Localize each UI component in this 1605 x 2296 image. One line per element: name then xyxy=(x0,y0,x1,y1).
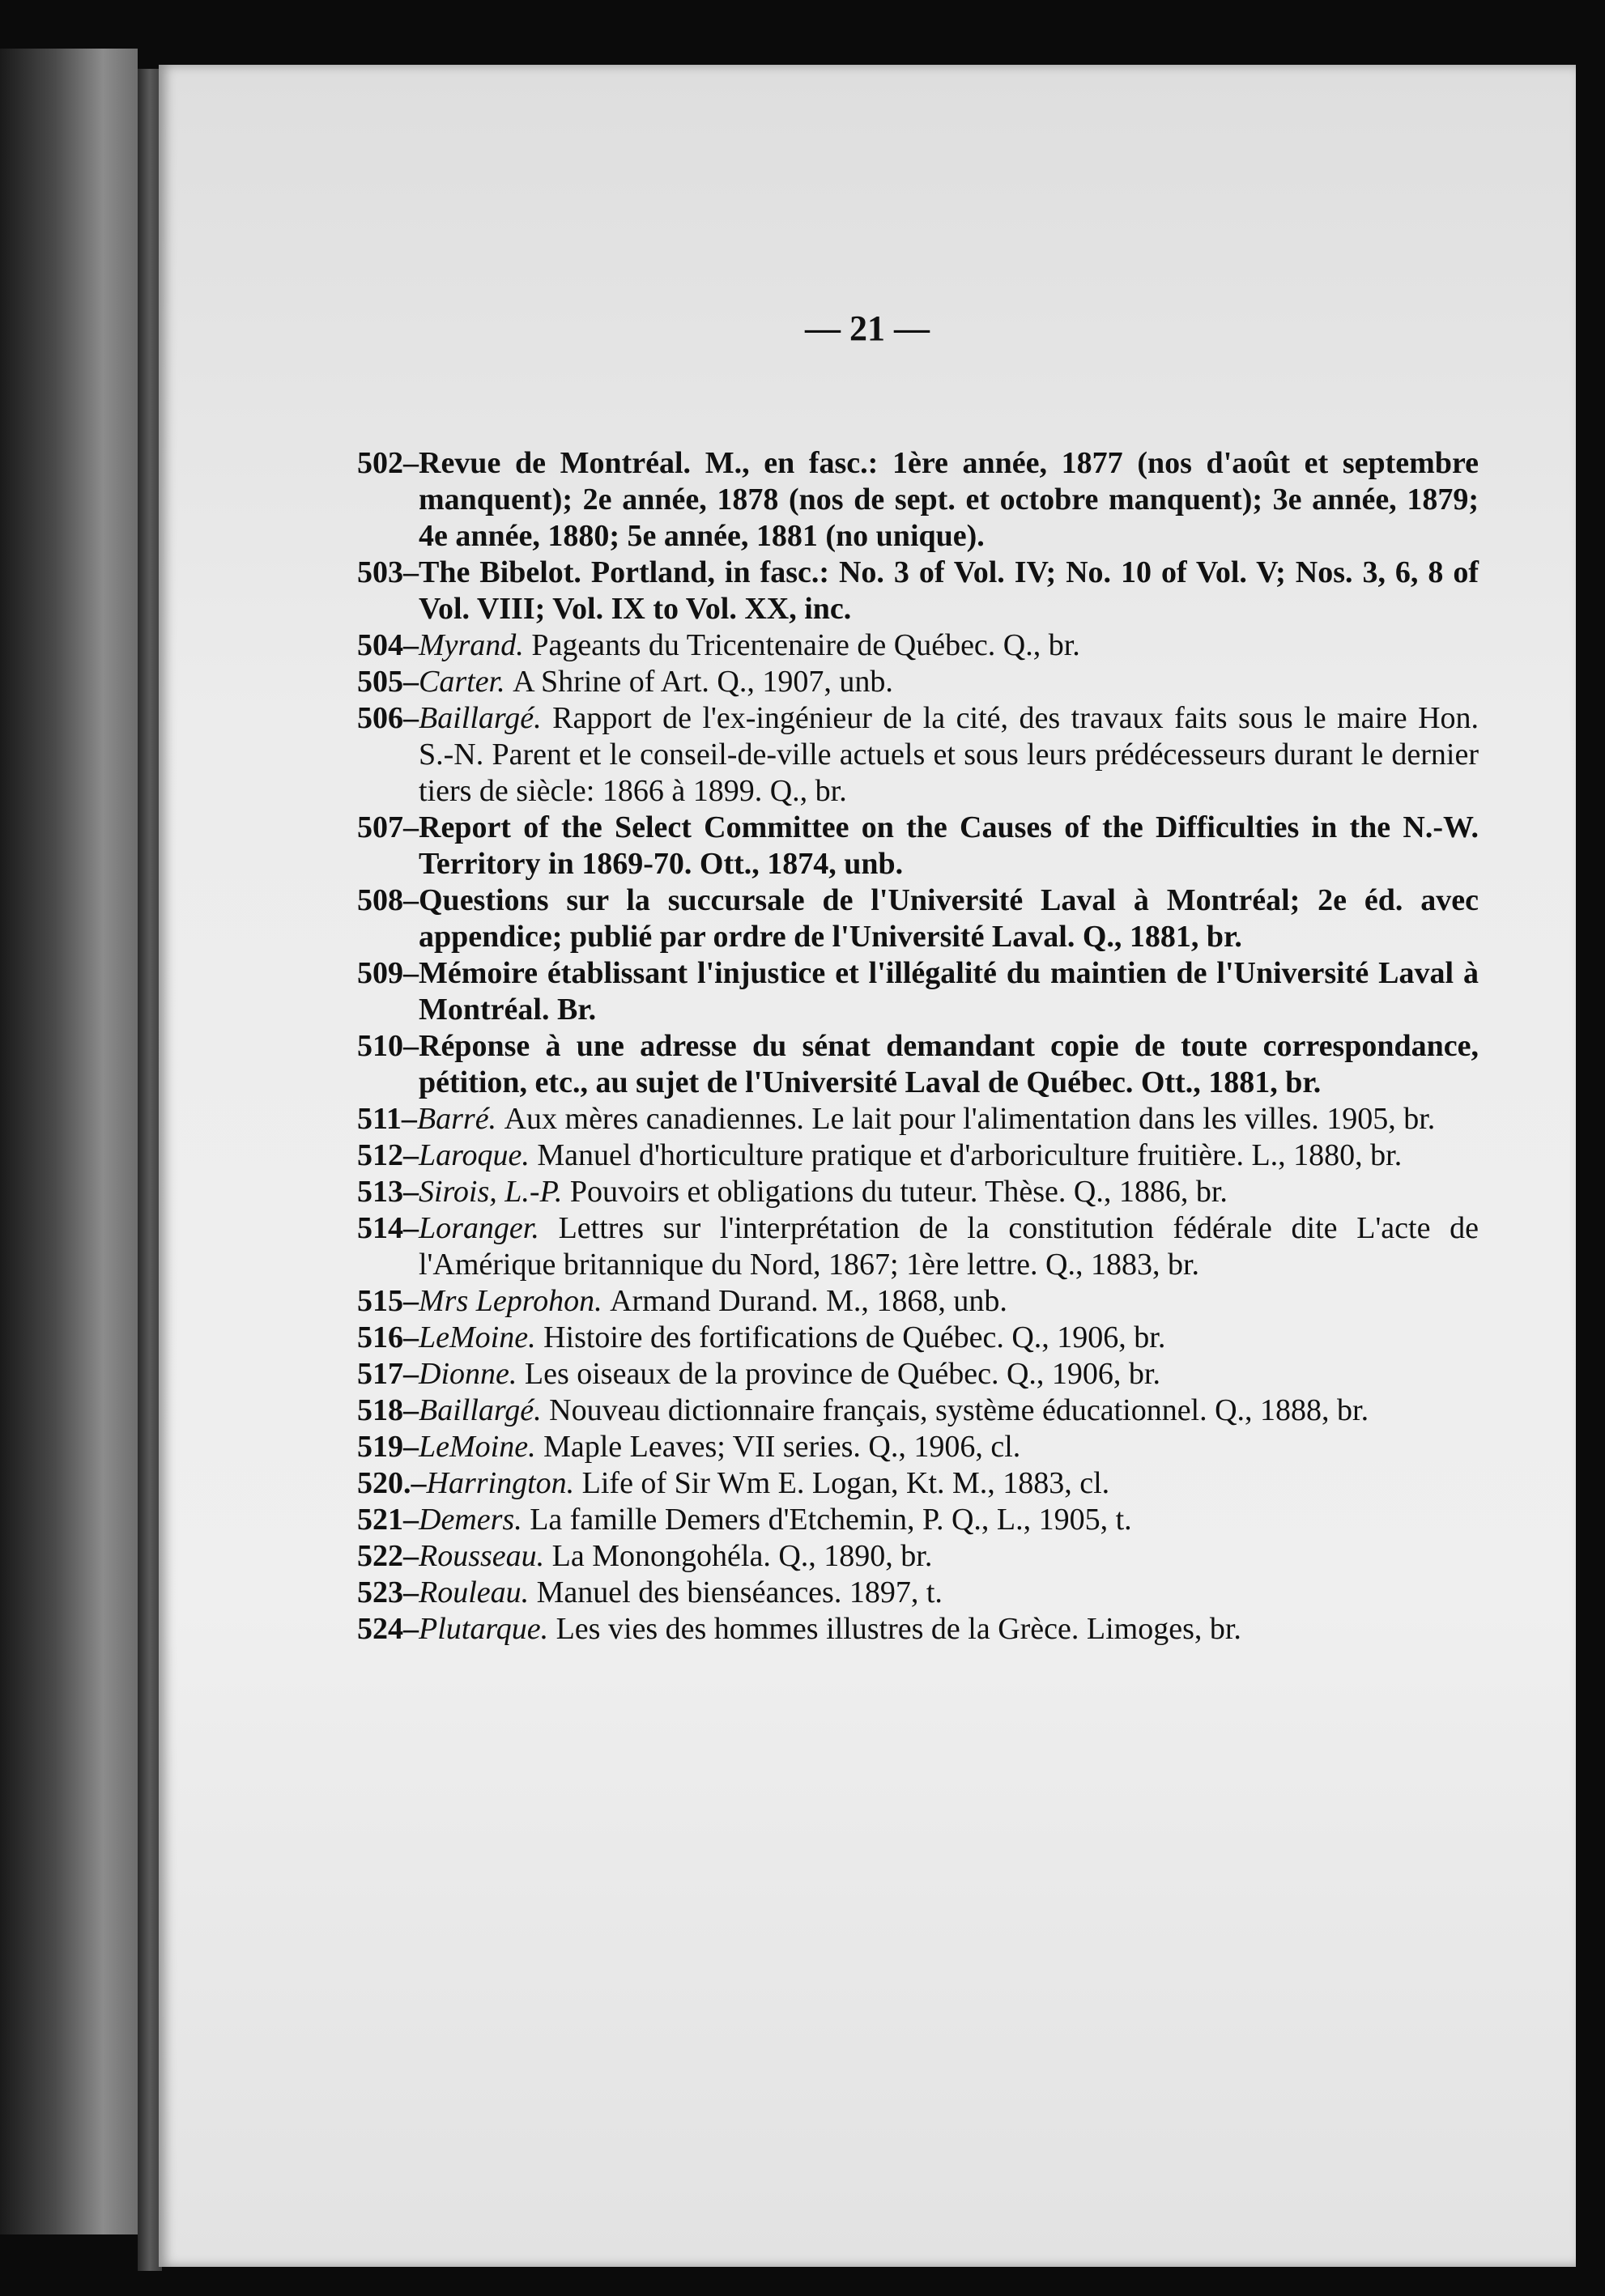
entry-text: Aux mères canadiennes. Le lait pour l'alimentation dans les villes. 1905, br. xyxy=(504,1102,1436,1136)
entry-body xyxy=(419,1502,1479,1538)
entry-body xyxy=(419,1320,1479,1356)
catalog-entry xyxy=(357,700,1479,810)
catalog-entry xyxy=(357,810,1479,882)
facing-page-edge xyxy=(0,49,138,2234)
entry-text: Questions sur la succursale de l'Université Laval à Montréal; 2e éd. avec appendice; publié par ordre de l'Université Laval. Q., 1881, br. xyxy=(419,883,1479,954)
entry-number: 513– xyxy=(357,1175,419,1209)
entry-text: Pageants du Tricentenaire de Québec. Q., br. xyxy=(531,628,1080,662)
entry-text: Revue de Montréal. M., en fasc.: 1ère année, 1877 (nos d'août et septembre manquent); 2e année, 1878 (nos de sept. et octobre manquent); 3e année, 1879; 4e année, 1880; 5e année, 1881 (no unique). xyxy=(419,446,1479,553)
entry-body xyxy=(419,664,1479,700)
catalog-entry xyxy=(357,1320,1479,1356)
catalog-entry xyxy=(357,882,1479,955)
entry-body xyxy=(419,1210,1479,1283)
catalog-entry xyxy=(357,445,1479,555)
catalog-entry xyxy=(357,1502,1479,1538)
entry-author: Loranger. xyxy=(419,1211,539,1245)
catalog-entry xyxy=(357,1137,1479,1174)
entry-body xyxy=(427,1465,1479,1502)
entry-body xyxy=(419,1429,1479,1465)
entry-text: Les vies des hommes illustres de la Grèce. Limoges, br. xyxy=(556,1612,1241,1646)
entry-number: 508– xyxy=(357,883,419,917)
entry-body xyxy=(419,1356,1479,1392)
entry-number: 509– xyxy=(357,956,419,990)
catalog-entry xyxy=(357,555,1479,627)
entry-text: Maple Leaves; VII series. Q., 1906, cl. xyxy=(543,1430,1021,1464)
entry-body xyxy=(419,1028,1479,1101)
entry-author: Sirois, L.-P. xyxy=(419,1175,563,1209)
catalog-page xyxy=(159,65,1576,2267)
entry-text: Pouvoirs et obligations du tuteur. Thèse. Q., 1886, br. xyxy=(569,1175,1228,1209)
entry-author: Laroque. xyxy=(419,1138,530,1172)
entry-text: La famille Demers d'Etchemin, P. Q., L., 1905, t. xyxy=(530,1503,1132,1537)
catalog-entry xyxy=(357,1283,1479,1320)
entry-author: LeMoine. xyxy=(419,1430,536,1464)
entry-body xyxy=(419,882,1479,955)
entry-author: Carter. xyxy=(419,665,505,699)
entry-text: La Monongohéla. Q., 1890, br. xyxy=(551,1539,933,1573)
entry-number: 502– xyxy=(357,446,419,480)
entry-text: Nouveau dictionnaire français, système éducationnel. Q., 1888, br. xyxy=(549,1393,1369,1427)
entry-number: 507– xyxy=(357,810,419,844)
entry-number: 516– xyxy=(357,1320,419,1354)
entry-body xyxy=(419,700,1479,810)
entry-number: 511– xyxy=(357,1102,417,1136)
entry-author: Rousseau. xyxy=(419,1539,545,1573)
entry-list xyxy=(357,445,1479,1648)
entry-text: Manuel d'horticulture pratique et d'arboriculture fruitière. L., 1880, br. xyxy=(537,1138,1403,1172)
entry-author: Mrs Leprohon. xyxy=(419,1284,602,1318)
entry-number: 517– xyxy=(357,1357,419,1391)
entry-text: Mémoire établissant l'injustice et l'illégalité du maintien de l'Université Laval à Montréal. Br. xyxy=(419,956,1479,1027)
entry-number: 505– xyxy=(357,665,419,699)
entry-text: Rapport de l'ex-ingénieur de la cité, des travaux faits sous le maire Hon. S.-N. Parent et le conseil-de-ville actuels et sous leurs prédécesseurs durant le dernier tiers de siècle: 1866 à 1899. Q., br. xyxy=(419,701,1479,808)
entry-body xyxy=(419,1137,1479,1174)
entry-body xyxy=(419,555,1479,627)
entry-text: Life of Sir Wm E. Logan, Kt. M., 1883, cl. xyxy=(581,1466,1110,1500)
catalog-entry xyxy=(357,1465,1479,1502)
entry-text: Manuel des bienséances. 1897, t. xyxy=(536,1575,943,1609)
entry-body xyxy=(419,627,1479,664)
catalog-entry xyxy=(357,955,1479,1028)
entry-text: The Bibelot. Portland, in fasc.: No. 3 of Vol. IV; No. 10 of Vol. V; Nos. 3, 6, 8 of Vol. VIII; Vol. IX to Vol. XX, inc. xyxy=(419,555,1479,626)
entry-number: 524– xyxy=(357,1612,419,1646)
entry-body xyxy=(419,955,1479,1028)
catalog-entry xyxy=(357,1538,1479,1575)
entry-author: Plutarque. xyxy=(419,1612,549,1646)
catalog-entry xyxy=(357,1429,1479,1465)
catalog-entry xyxy=(357,1210,1479,1283)
entry-text: A Shrine of Art. Q., 1907, unb. xyxy=(513,665,893,699)
entry-number: 519– xyxy=(357,1430,419,1464)
entry-author: Baillargé. xyxy=(419,701,542,735)
entry-author: Rouleau. xyxy=(419,1575,530,1609)
entry-author: Dionne. xyxy=(419,1357,517,1391)
entry-body xyxy=(419,1575,1479,1611)
entry-number: 503– xyxy=(357,555,419,589)
page-number: — 21 — xyxy=(805,308,930,348)
catalog-entry xyxy=(357,664,1479,700)
entry-number: 510– xyxy=(357,1029,419,1063)
entry-text: Lettres sur l'interprétation de la constitution fédérale dite L'acte de l'Amérique britannique du Nord, 1867; 1ère lettre. Q., 1883, br. xyxy=(419,1211,1479,1282)
catalog-entry xyxy=(357,627,1479,664)
catalog-entry xyxy=(357,1392,1479,1429)
entry-number: 515– xyxy=(357,1284,419,1318)
entry-number: 518– xyxy=(357,1393,419,1427)
catalog-entry xyxy=(357,1028,1479,1101)
catalog-entry xyxy=(357,1356,1479,1392)
entry-author: LeMoine. xyxy=(419,1320,536,1354)
entry-number: 506– xyxy=(357,701,419,735)
entry-body xyxy=(419,1392,1479,1429)
entry-text: Armand Durand. M., 1868, unb. xyxy=(610,1284,1007,1318)
entry-author: Demers. xyxy=(419,1503,522,1537)
entry-author: Myrand. xyxy=(419,628,524,662)
entry-author: Barré. xyxy=(416,1102,497,1136)
entry-number: 520.– xyxy=(357,1466,427,1500)
entry-body xyxy=(419,810,1479,882)
entry-body xyxy=(419,445,1479,555)
entry-text: Les oiseaux de la province de Québec. Q., 1906, br. xyxy=(524,1357,1160,1391)
entry-body xyxy=(419,1174,1479,1210)
catalog-entry xyxy=(357,1101,1479,1137)
entry-number: 521– xyxy=(357,1503,419,1537)
entry-body xyxy=(419,1611,1479,1648)
catalog-entry xyxy=(357,1611,1479,1648)
entry-number: 514– xyxy=(357,1211,419,1245)
entry-author: Harrington. xyxy=(426,1466,575,1500)
entry-number: 523– xyxy=(357,1575,419,1609)
entry-number: 504– xyxy=(357,628,419,662)
entry-text: Report of the Select Committee on the Causes of the Difficulties in the N.-W. Territory in 1869-70. Ott., 1874, unb. xyxy=(419,810,1479,881)
entry-text: Réponse à une adresse du sénat demandant copie de toute correspondance, pétition, etc., au sujet de l'Université Laval de Québec. Ott., 1881, br. xyxy=(419,1029,1479,1099)
catalog-entry xyxy=(357,1575,1479,1611)
entry-text: Histoire des fortifications de Québec. Q., 1906, br. xyxy=(543,1320,1166,1354)
entry-number: 512– xyxy=(357,1138,419,1172)
entry-body xyxy=(419,1283,1479,1320)
entry-body xyxy=(417,1101,1479,1137)
entry-number: 522– xyxy=(357,1539,419,1573)
catalog-entry xyxy=(357,1174,1479,1210)
entry-body xyxy=(419,1538,1479,1575)
entry-author: Baillargé. xyxy=(419,1393,542,1427)
